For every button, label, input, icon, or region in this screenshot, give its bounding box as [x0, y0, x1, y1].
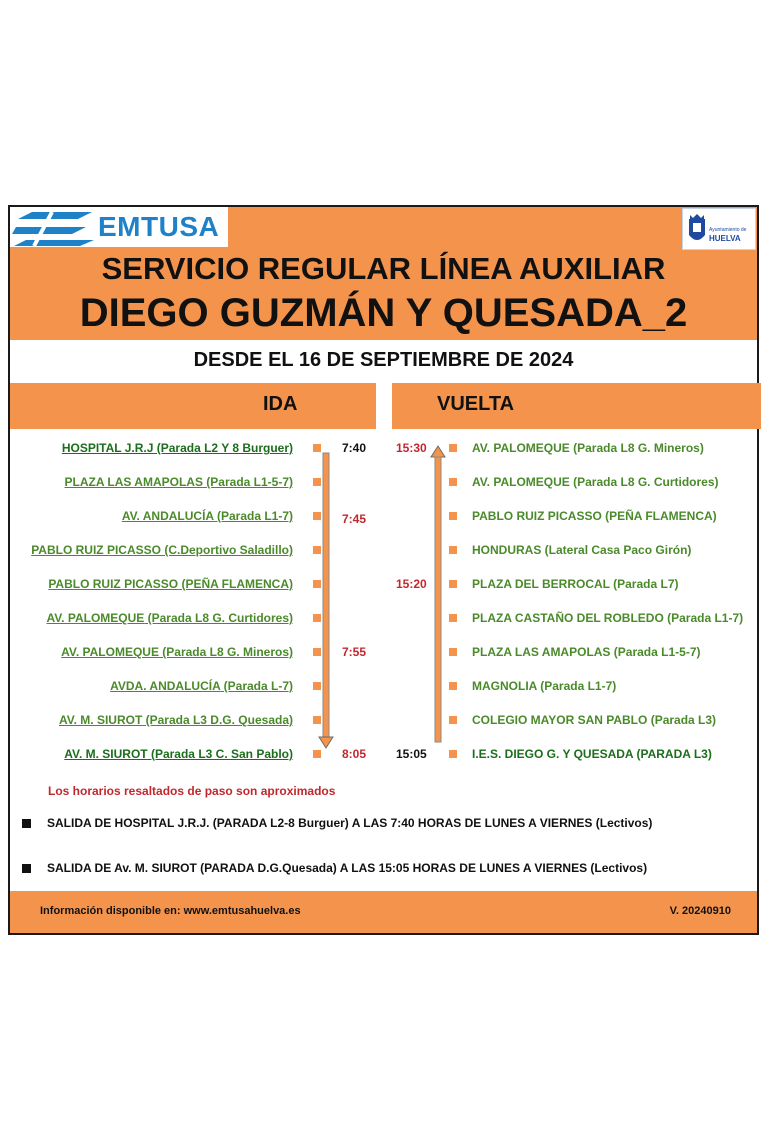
approx-times-note: Los horarios resaltados de paso son aproximados [48, 784, 336, 798]
stop-name: I.E.S. DIEGO G. Y QUESADA [472, 747, 634, 761]
stop-detail: (PEÑA FLAMENCA) [178, 577, 293, 591]
stop-name: AV. M. SIUROT [64, 747, 148, 761]
stop-name: MAGNOLIA [472, 679, 537, 693]
huelva-city-logo [682, 208, 756, 250]
stop-detail: (Parada L7) [609, 577, 679, 591]
stop-name: AV. ANDALUCÍA [121, 509, 214, 523]
ida-stop [65, 475, 293, 489]
ida-stop [48, 577, 293, 591]
stop-detail: (Parada L1-5-7) [610, 645, 701, 659]
stop-marker [449, 682, 457, 690]
ida-stop [31, 543, 293, 557]
ida-down-arrow-icon [319, 453, 333, 748]
stop-detail: (Parada L8 G. Curtidores) [569, 475, 719, 489]
stop-detail: (Parada L8 G. Mineros) [569, 441, 704, 455]
vuelta-up-arrow-icon [431, 446, 445, 742]
stop-marker [449, 750, 457, 758]
ida-stop [47, 611, 294, 625]
emtusa-logo [10, 207, 228, 247]
departure-text-2: SALIDA DE Av. M. SIUROT (PARADA D.G.Quesada) A LAS 15:05 HORAS DE LUNES A VIERNES (Lectivos) [47, 861, 648, 875]
vuelta-stop [472, 747, 712, 761]
stop-detail: (C.Deportivo Saladillo) [160, 543, 293, 557]
stop-marker [313, 512, 321, 520]
ida-label: IDA [263, 393, 298, 415]
stop-marker [449, 580, 457, 588]
stop-detail: (PEÑA FLAMENCA) [601, 509, 717, 523]
service-title: SERVICIO REGULAR LÍNEA AUXILIAR [101, 251, 666, 286]
ida-stop [122, 509, 293, 523]
stop-name: AV. PALOMEQUE [472, 441, 570, 455]
ida-time: 7:45 [342, 512, 367, 526]
ida-stop [59, 713, 293, 727]
stop-marker [313, 614, 321, 622]
departure-line-1 [22, 816, 652, 830]
stop-name: COLEGIO MAYOR SAN PABLO [472, 713, 648, 727]
ida-stop [110, 679, 293, 693]
footer-band [10, 891, 757, 933]
city-crest-icon [687, 213, 707, 245]
departure-text-1: SALIDA DE HOSPITAL J.R.J. (PARADA L2-8 Burguer) A LAS 7:40 HORAS DE LUNES A VIERNES (Lectivos) [47, 816, 653, 830]
vuelta-stop [472, 441, 704, 455]
stop-marker [313, 682, 321, 690]
ida-stop [62, 441, 293, 455]
vuelta-stop [472, 679, 616, 693]
footer-version: V. 20240910 [669, 905, 731, 917]
stop-marker [449, 716, 457, 724]
stop-detail: (Parada L3 C. San Pablo) [147, 747, 293, 761]
stop-detail: (Parada L1-7) [663, 611, 744, 625]
vuelta-time: 15:05 [396, 747, 427, 761]
stop-name: PABLO RUIZ PICASSO [472, 509, 602, 523]
stop-marker [313, 648, 321, 656]
stop-marker [313, 580, 321, 588]
stop-detail: (Parada L1-7) [536, 679, 617, 693]
stop-detail: (Parada L8 G. Curtidores) [144, 611, 293, 625]
stop-detail: (Parada L2 Y 8 Burguer) [153, 441, 293, 455]
stop-marker [449, 614, 457, 622]
stop-name: AV. PALOMEQUE [61, 645, 159, 659]
stop-name: AV. PALOMEQUE [46, 611, 145, 625]
bullet-icon [22, 819, 31, 828]
vuelta-stop [472, 543, 691, 557]
stop-detail: (Parada L1-5-7) [202, 475, 293, 489]
ida-header [10, 383, 376, 429]
stop-name: PABLO RUIZ PICASSO [31, 543, 161, 557]
stop-detail: (Parada L-7) [220, 679, 293, 693]
stop-detail: (Parada L3) [647, 713, 717, 727]
ida-time: 7:55 [342, 645, 367, 659]
stop-marker [313, 750, 321, 758]
city-logo-caption: Ayuntamiento de [709, 227, 747, 233]
vuelta-stop [472, 713, 716, 727]
vuelta-time: 15:20 [396, 577, 427, 591]
vuelta-stop [472, 475, 719, 489]
stop-name: PLAZA CASTAÑO DEL ROBLEDO [472, 611, 664, 625]
ida-stop [64, 747, 293, 761]
stop-detail: (PARADA L3) [633, 747, 712, 761]
departure-line-2 [22, 861, 647, 875]
stop-name: PABLO RUIZ PICASSO [48, 577, 179, 591]
stop-marker [313, 478, 321, 486]
stop-detail: (Lateral Casa Paco Girón) [541, 543, 692, 557]
vuelta-stop [472, 509, 717, 523]
stop-name: AVDA. ANDALUCÍA [110, 679, 221, 693]
bullet-icon [22, 864, 31, 873]
stop-marker [449, 478, 457, 486]
ida-time: 7:40 [342, 441, 367, 455]
stop-marker [449, 512, 457, 520]
stop-name: PLAZA DEL BERROCAL [472, 577, 610, 591]
stop-name: HOSPITAL J.R.J [61, 441, 154, 455]
vuelta-header [392, 383, 761, 429]
stop-name: PLAZA LAS AMAPOLAS [64, 475, 203, 489]
line-title: DIEGO GUZMÁN Y QUESADA_2 [79, 291, 688, 335]
stop-name: HONDURAS [472, 543, 542, 557]
stop-name: PLAZA LAS AMAPOLAS [472, 645, 611, 659]
stop-name: AV. M. SIUROT [58, 713, 143, 727]
vuelta-time: 15:30 [396, 441, 427, 455]
vuelta-label: VUELTA [437, 393, 515, 415]
stop-marker [449, 546, 457, 554]
emtusa-logo-text: EMTUSA [98, 211, 220, 242]
start-date: DESDE EL 16 DE SEPTIEMBRE DE 2024 [193, 349, 574, 371]
vuelta-stop [472, 611, 743, 625]
vuelta-stop [472, 577, 679, 591]
stop-marker [313, 444, 321, 452]
ida-time: 8:05 [342, 747, 367, 761]
city-logo-name: HUELVA [709, 234, 741, 243]
stop-detail: (Parada L8 G. Mineros) [158, 645, 293, 659]
stop-marker [313, 716, 321, 724]
vuelta-stop [472, 645, 700, 659]
header-band [10, 207, 757, 340]
stop-marker [313, 546, 321, 554]
stop-marker [449, 444, 457, 452]
stop-detail: (Parada L3 D.G. Quesada) [142, 713, 293, 727]
schedule-poster [8, 205, 759, 935]
emtusa-logo-icon [12, 208, 96, 246]
stop-detail: (Parada L1-7) [213, 509, 293, 523]
footer-info: Información disponible en: www.emtusahuelva.es [40, 905, 301, 917]
stop-marker [449, 648, 457, 656]
stop-name: AV. PALOMEQUE [472, 475, 570, 489]
ida-stop [61, 645, 293, 659]
